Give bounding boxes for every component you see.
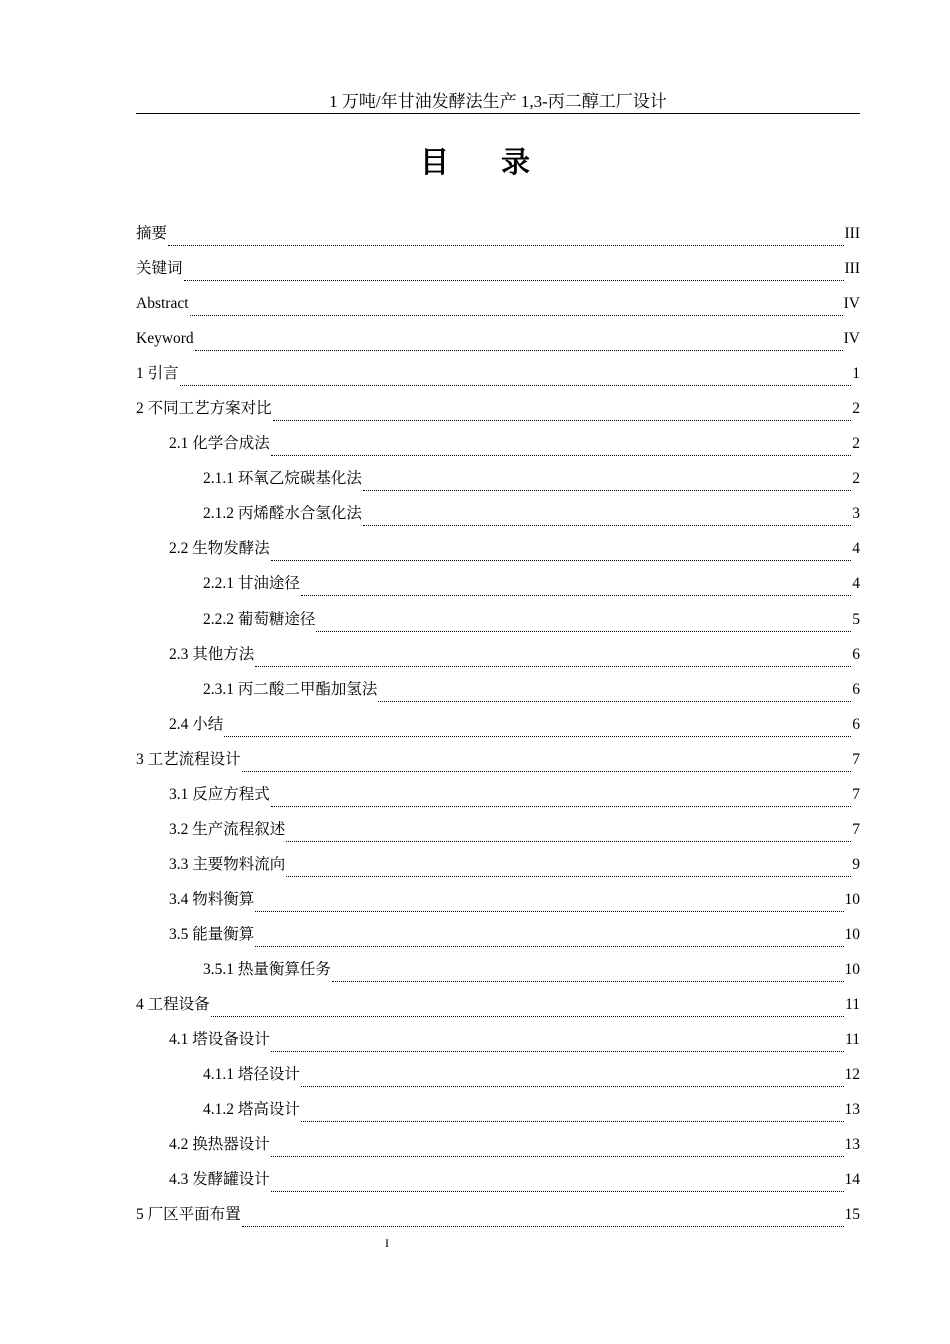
toc-entry[interactable] [136, 1203, 860, 1238]
toc-dot-leader [301, 595, 851, 596]
toc-dot-leader [211, 1016, 844, 1017]
toc-entry-page: 3 [852, 505, 860, 523]
toc-entry-label: 2.4 小结 [169, 715, 224, 733]
toc-entry-label: 2 不同工艺方案对比 [136, 400, 272, 418]
toc-entry-label: 3.4 物料衡算 [169, 890, 255, 908]
toc-dot-leader [184, 280, 844, 281]
toc-entry-page: 4 [852, 575, 860, 593]
toc-dot-leader [271, 560, 851, 561]
toc-entry-label: 3.1 反应方程式 [169, 785, 270, 803]
table-of-contents [136, 222, 860, 1238]
toc-entry[interactable] [136, 502, 860, 537]
toc-entry[interactable] [136, 432, 860, 467]
toc-entry-page: 6 [852, 680, 860, 698]
toc-entry[interactable] [136, 1063, 860, 1098]
toc-entry-page: 10 [844, 925, 860, 943]
toc-entry[interactable] [136, 257, 860, 292]
toc-entry[interactable] [136, 1098, 860, 1133]
toc-entry[interactable] [136, 923, 860, 958]
toc-entry-page: 14 [844, 1171, 860, 1189]
toc-entry-page: 2 [852, 470, 860, 488]
toc-entry-page: IV [843, 295, 860, 313]
toc-dot-leader [363, 490, 851, 491]
page-footer [0, 1236, 950, 1251]
page-title: 目录 [419, 147, 582, 179]
toc-dot-leader [190, 315, 843, 316]
toc-dot-leader [286, 876, 851, 877]
toc-dot-leader [301, 1121, 844, 1122]
toc-entry-page: 15 [844, 1206, 860, 1224]
toc-entry-label: 关键词 [136, 260, 183, 278]
toc-entry-page: 11 [845, 996, 860, 1014]
toc-dot-leader [271, 455, 851, 456]
toc-entry-label: Abstract [136, 295, 189, 313]
toc-entry-label: 3.5.1 热量衡算任务 [203, 960, 331, 978]
toc-entry-label: 3.5 能量衡算 [169, 925, 255, 943]
toc-entry-label: 2.2.1 甘油途径 [203, 575, 300, 593]
toc-entry[interactable] [136, 958, 860, 993]
toc-entry-label: 2.3 其他方法 [169, 645, 255, 663]
toc-entry-label: 2.1.2 丙烯醛水合氢化法 [203, 505, 362, 523]
toc-entry-label: Keyword [136, 330, 194, 348]
toc-dot-leader [168, 245, 843, 246]
toc-entry[interactable] [136, 818, 860, 853]
toc-entry-label: 5 厂区平面布置 [136, 1206, 241, 1224]
toc-entry-page: III [844, 260, 860, 278]
toc-entry-page: 1 [852, 365, 860, 383]
toc-entry-page: 13 [844, 1101, 860, 1119]
toc-entry-label: 4.1 塔设备设计 [169, 1031, 270, 1049]
toc-entry-label: 2.3.1 丙二酸二甲酯加氢法 [203, 680, 378, 698]
toc-dot-leader [316, 631, 851, 632]
toc-dot-leader [271, 806, 851, 807]
toc-entry[interactable] [136, 678, 860, 713]
toc-entry[interactable] [136, 783, 860, 818]
toc-entry[interactable] [136, 1133, 860, 1168]
toc-entry-page: III [844, 225, 860, 242]
toc-entry-page: 12 [844, 1066, 860, 1084]
toc-entry-page: 2 [852, 435, 860, 453]
toc-entry-label: 2.1 化学合成法 [169, 435, 270, 453]
toc-entry-label: 2.1.1 环氧乙烷碳基化法 [203, 470, 362, 488]
toc-dot-leader [301, 1086, 844, 1087]
toc-entry[interactable] [136, 327, 860, 362]
toc-entry[interactable] [136, 292, 860, 327]
toc-entry-page: 10 [844, 890, 860, 908]
toc-dot-leader [255, 911, 843, 912]
toc-dot-leader [180, 385, 852, 386]
toc-entry-label: 4.1.1 塔径设计 [203, 1066, 300, 1084]
toc-entry-label: 4 工程设备 [136, 996, 210, 1014]
toc-dot-leader [255, 666, 851, 667]
toc-entry[interactable] [136, 713, 860, 748]
toc-entry-label: 1 引言 [136, 365, 179, 383]
toc-dot-leader [286, 841, 851, 842]
toc-entry-page: 11 [845, 1031, 860, 1049]
toc-entry-label: 2.2.2 葡萄糖途径 [203, 610, 316, 628]
toc-dot-leader [255, 946, 843, 947]
toc-entry[interactable] [136, 748, 860, 783]
toc-entry-label: 2.2 生物发酵法 [169, 540, 270, 558]
toc-entry-page: 6 [852, 715, 860, 733]
header-rule [136, 113, 860, 114]
toc-entry[interactable] [136, 1028, 860, 1063]
toc-entry[interactable] [136, 537, 860, 572]
toc-entry-label: 摘要 [136, 225, 168, 242]
toc-dot-leader [271, 1156, 844, 1157]
toc-dot-leader [271, 1051, 844, 1052]
toc-dot-leader [273, 420, 852, 421]
toc-entry-page: 9 [852, 855, 860, 873]
page-number: I [385, 1236, 389, 1250]
toc-entry-page: IV [843, 330, 860, 348]
toc-dot-leader [363, 525, 851, 526]
toc-dot-leader [224, 736, 851, 737]
toc-entry-label: 4.3 发酵罐设计 [169, 1171, 270, 1189]
toc-entry-page: 7 [852, 820, 860, 838]
toc-entry[interactable] [136, 467, 860, 502]
toc-entry-page: 2 [852, 400, 860, 418]
toc-entry[interactable] [136, 888, 860, 923]
toc-entry[interactable] [136, 1168, 860, 1203]
toc-entry-label: 3.2 生产流程叙述 [169, 820, 286, 838]
running-header: 1 万吨/年甘油发酵法生产 1,3-丙二醇工厂设计 [329, 92, 667, 111]
toc-entry[interactable] [136, 993, 860, 1028]
toc-entry-page: 7 [852, 750, 860, 768]
toc-dot-leader [242, 771, 852, 772]
toc-dot-leader [195, 350, 843, 351]
toc-dot-leader [271, 1191, 844, 1192]
toc-entry-label: 3.3 主要物料流向 [169, 855, 286, 873]
toc-entry-page: 4 [852, 540, 860, 558]
toc-entry-label: 3 工艺流程设计 [136, 750, 241, 768]
toc-dot-leader [332, 981, 844, 982]
toc-dot-leader [378, 701, 851, 702]
toc-entry[interactable] [136, 572, 860, 607]
toc-entry[interactable] [136, 643, 860, 678]
toc-entry[interactable] [136, 853, 860, 888]
toc-entry-page: 13 [844, 1136, 860, 1154]
toc-entry[interactable] [136, 362, 860, 397]
toc-entry[interactable] [136, 608, 860, 643]
toc-entry-page: 5 [852, 610, 860, 628]
toc-dot-leader [242, 1226, 844, 1227]
toc-entry-page: 10 [844, 960, 860, 978]
toc-entry-label: 4.2 换热器设计 [169, 1136, 270, 1154]
toc-entry-page: 7 [852, 785, 860, 803]
toc-entry-label: 4.1.2 塔高设计 [203, 1101, 300, 1119]
toc-entry-page: 6 [852, 645, 860, 663]
toc-entry[interactable] [136, 397, 860, 432]
toc-entry[interactable] [136, 222, 860, 257]
